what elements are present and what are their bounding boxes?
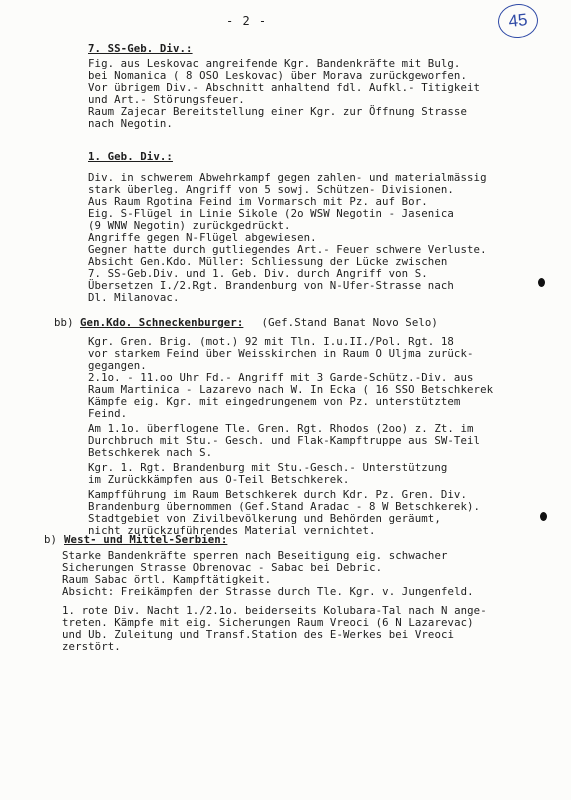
text-line: Vor übrigem Div.- Abschnitt anhaltend fdl. Aufkl.- Titigkeit: [88, 81, 481, 94]
text-line: Sicherungen Strasse Obrenovac - Sabac bei Debric.: [62, 561, 383, 574]
ink-mark: [540, 512, 547, 521]
text-line: gegangen.: [88, 359, 147, 372]
text-line: Raum Martinica - Lazarevo nach W. In Ecka ( 16 SSO Betschkerek: [88, 383, 494, 396]
text-line: und Art.- Störungsfeuer.: [88, 93, 245, 106]
text-line: Dl. Milanovac.: [88, 291, 180, 304]
text-line: 7. SS-Geb.Div. und 1. Geb. Div. durch Angriff von S.: [88, 267, 428, 280]
text-line: Am 1.1o. überflogene Tle. Gren. Rgt. Rhodos (2oo) z. Zt. im: [88, 422, 474, 435]
text-line: nach Negotin.: [88, 117, 173, 130]
section-heading-ss-geb-div: 7. SS-Geb. Div.:: [88, 42, 193, 55]
text-line: Eig. S-Flügel in Linie Sikole (2o WSW Negotin - Jasenica: [88, 207, 454, 220]
text-line: Durchbruch mit Stu.- Gesch. und Flak-Kampftruppe aus SW-Teil: [88, 434, 481, 447]
text-line: Aus Raum Rgotina Feind im Vormarsch mit Pz. auf Bor.: [88, 195, 428, 208]
text-line: Feind.: [88, 407, 128, 420]
text-line: zerstört.: [62, 640, 121, 653]
text-line: Kgr. Gren. Brig. (mot.) 92 mit Tln. I.u.II./Pol. Rgt. 18: [88, 335, 454, 348]
text-line: Angriffe gegen N-Flügel abgewiesen.: [88, 231, 317, 244]
text-line: im Zurückkämpfen aus O-Teil Betschkerek.: [88, 473, 350, 486]
ink-mark: [538, 278, 545, 287]
text-line: Absicht: Freikämpfen der Strasse durch Tle. Kgr. v. Jungenfeld.: [62, 585, 474, 598]
text-line: nicht zurückzuführendes Material vernichtet.: [88, 524, 376, 537]
text-line: Starke Bandenkräfte sperren nach Beseitigung eig. schwacher: [62, 549, 448, 562]
text-line: Übersetzen I./2.Rgt. Brandenburg von N-Ufer-Strasse nach: [88, 279, 454, 292]
text-line: Raum Sabac örtl. Kampftätigkeit.: [62, 573, 272, 586]
text-line: treten. Kämpfe mit eig. Sicherungen Raum Vreoci (6 N Lazarevac): [62, 616, 474, 629]
text-line: Kämpfe eig. Kgr. mit eingedrungenem von Pz. unterstütztem: [88, 395, 461, 408]
section-heading-west-mittel-serbien: West- und Mittel-Serbien:: [64, 533, 228, 546]
text-line: 2.1o. - 11.oo Uhr Fd.- Angriff mit 3 Garde-Schütz.-Div. aus: [88, 371, 474, 384]
section-label: bb): [54, 316, 74, 329]
text-line: stark überleg. Angriff von 5 sowj. Schützen- Divisionen.: [88, 183, 454, 196]
text-line: vor starkem Feind über Weisskirchen in Raum O Uljma zurück-: [88, 347, 474, 360]
section-heading-geb-div: 1. Geb. Div.:: [88, 150, 173, 163]
text-line: Div. in schwerem Abwehrkampf gegen zahlen- und materialmässig: [88, 171, 487, 184]
text-line: 1. rote Div. Nacht 1./2.1o. beiderseits Kolubara-Tal nach N ange-: [62, 604, 487, 617]
text-line: Gegner hatte durch gutliegendes Art.- Feuer schwere Verluste.: [88, 243, 487, 256]
text-line: Betschkerek nach S.: [88, 446, 213, 459]
text-line: Kgr. 1. Rgt. Brandenburg mit Stu.-Gesch.- Unterstützung: [88, 461, 448, 474]
section-heading-suffix: (Gef.Stand Banat Novo Selo): [255, 316, 438, 329]
text-line: Stadtgebiet von Zivilbevölkerung und Behörden geräumt,: [88, 512, 441, 525]
section-heading-gen-kdo: Gen.Kdo. Schneckenburger:: [80, 316, 244, 329]
text-line: bei Nomanica ( 8 OSO Leskovac) über Morava zurückgeworfen.: [88, 69, 467, 82]
text-line: Kampfführung im Raum Betschkerek durch Kdr. Pz. Gren. Div.: [88, 488, 467, 501]
page-number: - 2 -: [226, 14, 268, 28]
text-line: (9 WNW Negotin) zurückgedrückt.: [88, 219, 291, 232]
text-line: Fig. aus Leskovac angreifende Kgr. Bandenkräfte mit Bulg.: [88, 57, 461, 70]
text-line: Absicht Gen.Kdo. Müller: Schliessung der Lücke zwischen: [88, 255, 448, 268]
section-label: b): [44, 533, 58, 546]
text-line: Brandenburg übernommen (Gef.Stand Aradac - 8 W Betschkerek).: [88, 500, 481, 513]
archive-stamp: 45: [496, 2, 539, 40]
text-line: und Ub. Zuleitung und Transf.Station des E-Werkes bei Vreoci: [62, 628, 455, 641]
text-line: Raum Zajecar Bereitstellung einer Kgr. zur Öffnung Strasse: [88, 105, 467, 118]
